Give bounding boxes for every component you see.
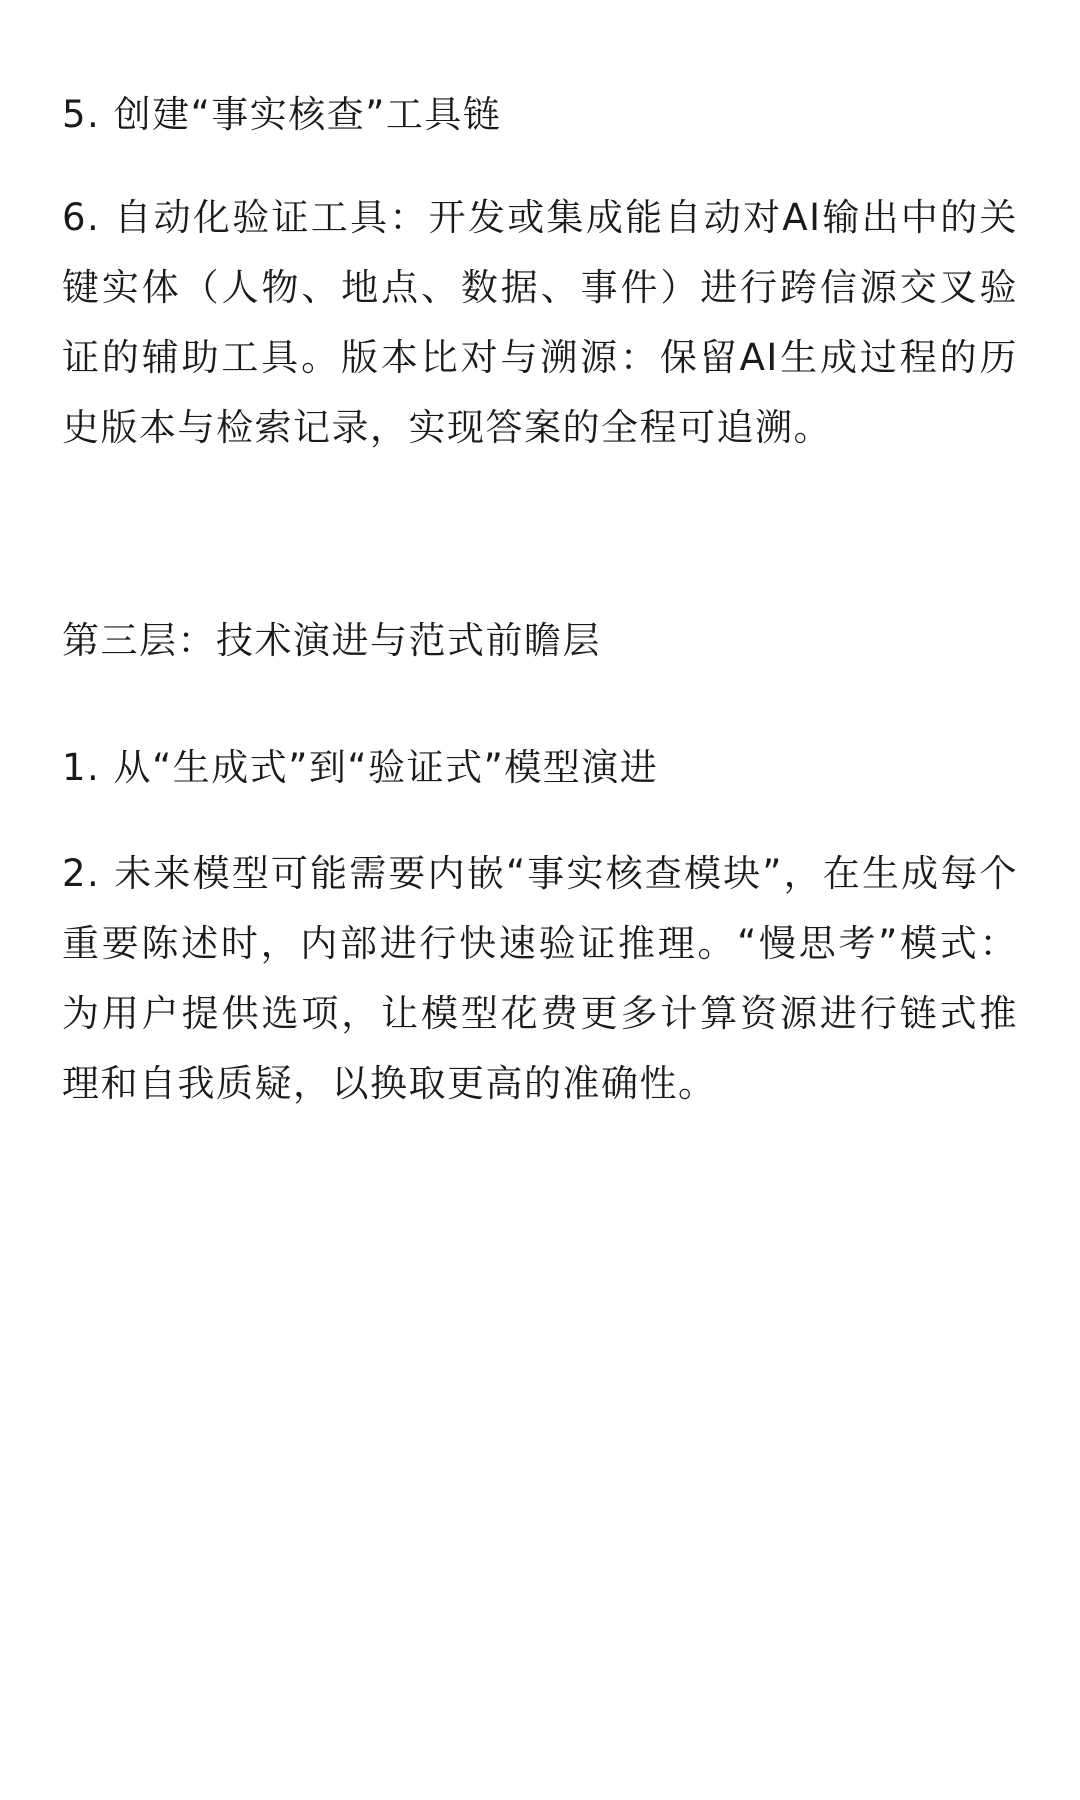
paragraph-fact-check-module: 2. 未来模型可能需要内嵌“事实核查模块”，在生成每个重要陈述时，内部进行快速验证推理。“慢思考”模式：为用户提供选项，让模型花费更多计算资源进行链式推理和自我质疑，以换取更高的准确性。: [62, 852, 1018, 1105]
paragraph-toolchain-heading: 5. 创建“事实核查”工具链: [62, 93, 502, 136]
paragraph-model-evolution-heading: 1. 从“生成式”到“验证式”模型演进: [62, 746, 659, 789]
paragraph-layer-three-heading: 第三层：技术演进与范式前瞻层: [62, 619, 601, 662]
paragraph-verification-tools: 6. 自动化验证工具：开发或集成能自动对AI输出中的关键实体（人物、地点、数据、事件）进行跨信源交叉验证的辅助工具。版本比对与溯源：保留AI生成过程的历史版本与检索记录，实现答案的全程可追溯。: [62, 196, 1018, 449]
